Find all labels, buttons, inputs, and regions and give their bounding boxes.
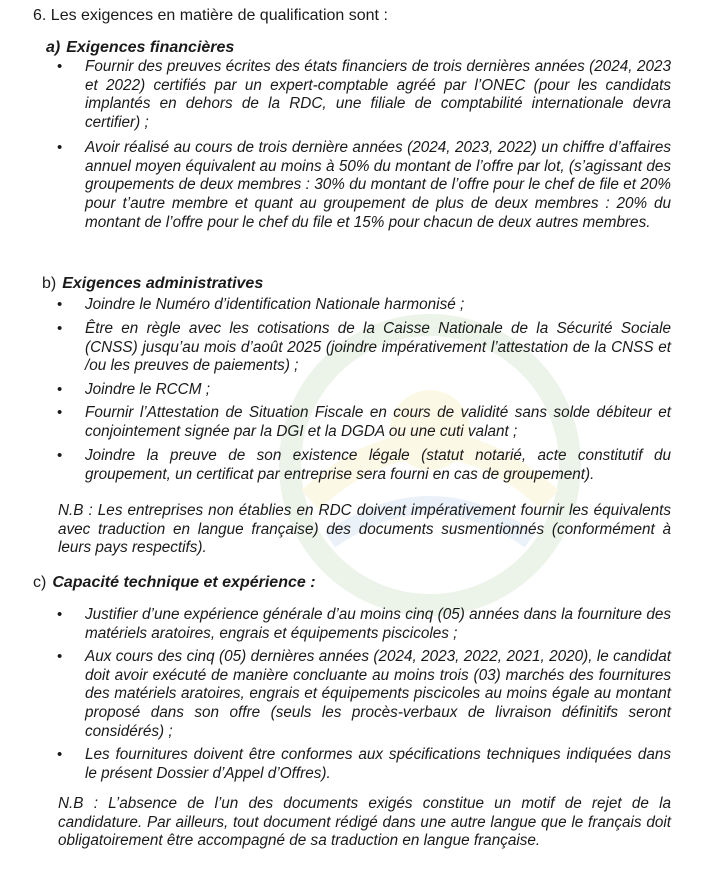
bullet-icon: • — [57, 606, 63, 623]
list-item — [57, 381, 671, 400]
item-text: Être en règle avec les cotisations de la Caisse Nationale de la Sécurité Sociale (CNSS) jusqu’au mois d’août 2025 (joindre impérativement l’attestation de la CNSS et /ou les preuves de paiements) ; — [85, 320, 671, 375]
list-item — [57, 447, 671, 484]
section-c-note: N.B : L’absence de l’un des documents exigés constitue un motif de rejet de la candidature. Par ailleurs, tout document rédigé dans une autre langue que le français doit obligatoirement être accompagné de sa traduction en langue française. — [58, 795, 671, 850]
list-item — [57, 296, 671, 315]
section-b-label: Exigences administratives — [62, 275, 264, 292]
section-c-label: Capacité technique et expérience : — [52, 574, 316, 591]
item-text: Avoir réalisé au cours de trois dernière années (2024, 2023, 2022) un chiffre d’affaires annuel moyen équivalent au moins à 50% du montant de l’offre par lot, (s’agissant des groupements de deux membres : 30% du montant de l’offre pour le chef de file et 20% pour t’autre membre et quant au groupement de plus de deux membres : 20% du montant de l’offre pour le chef du file et 15% pour chacun de deux autres membres. — [85, 139, 671, 231]
section-b-title — [42, 274, 263, 294]
bullet-icon: • — [57, 320, 63, 337]
item-text: Aux cours des cinq (05) dernières années (2024, 2023, 2022, 2021, 2020), le candidat doit avoir exécuté de manière concluante au moins trois (03) marchés des fournitures des matériels aratoires, engrais et équipements piscicoles au moins égale au montant proposé dans son offre (seuls les procès-verbaux de livraison définitifs seront considérés) ; — [85, 648, 671, 740]
list-item — [57, 58, 671, 133]
bullet-icon: • — [57, 139, 63, 156]
item-text: Joindre le RCCM ; — [85, 381, 210, 398]
item-text: Joindre le Numéro d’identification Nationale harmonisé ; — [85, 296, 465, 313]
section-a-title — [46, 38, 234, 58]
item-text: Joindre la preuve de son existence légale (statut notarié, acte constitutif du groupement, un certificat par entreprise sera fourni en cas de groupement). — [85, 447, 671, 483]
list-item — [57, 648, 671, 742]
bullet-icon: • — [57, 381, 63, 398]
section-a-label: Exigences financières — [66, 39, 235, 56]
item-text: Fournir l’Attestation de Situation Fiscale en cours de validité sans solde débiteur et conjointement signée par la DGI et la DGDA ou une cuti valant ; — [85, 404, 671, 440]
qualification-heading: 6. Les exigences en matière de qualification sont : — [33, 7, 388, 24]
section-b-note: N.B : Les entreprises non établies en RDC doivent impérativement fournir les équivalents avec traduction en langue française) des documents susmentionnés (conformément à leurs pays respectifs). — [58, 502, 671, 557]
section-b-letter: b) — [42, 275, 57, 292]
bullet-icon: • — [57, 404, 63, 421]
bullet-icon: • — [57, 648, 63, 665]
item-text: Justifier d’une expérience générale d’au moins cinq (05) années dans la fourniture des matériels aratoires, engrais et équipements piscicoles ; — [85, 606, 671, 642]
item-text: Fournir des preuves écrites des états financiers de trois dernières années (2024, 2023 et 2022) certifiés par un expert-comptable agréé par l’ONEC (pour les candidats implantés en dehors de la RDC, une filiale de comptabilité internationale devra certifier) ; — [85, 58, 671, 132]
bullet-icon: • — [57, 746, 63, 763]
section-c-letter: c) — [33, 574, 47, 591]
list-item — [57, 139, 671, 233]
list-item — [57, 320, 671, 376]
section-c-title — [33, 573, 316, 593]
bullet-icon: • — [57, 58, 63, 75]
bullet-icon: • — [57, 296, 63, 313]
section-a-letter: a) — [46, 39, 61, 56]
list-item — [57, 746, 671, 783]
bullet-icon: • — [57, 447, 63, 464]
item-text: Les fournitures doivent être conformes aux spécifications techniques indiquées dans le présent Dossier d’Appel d’Offres). — [85, 746, 671, 782]
list-item — [57, 606, 671, 643]
list-item — [57, 404, 671, 441]
